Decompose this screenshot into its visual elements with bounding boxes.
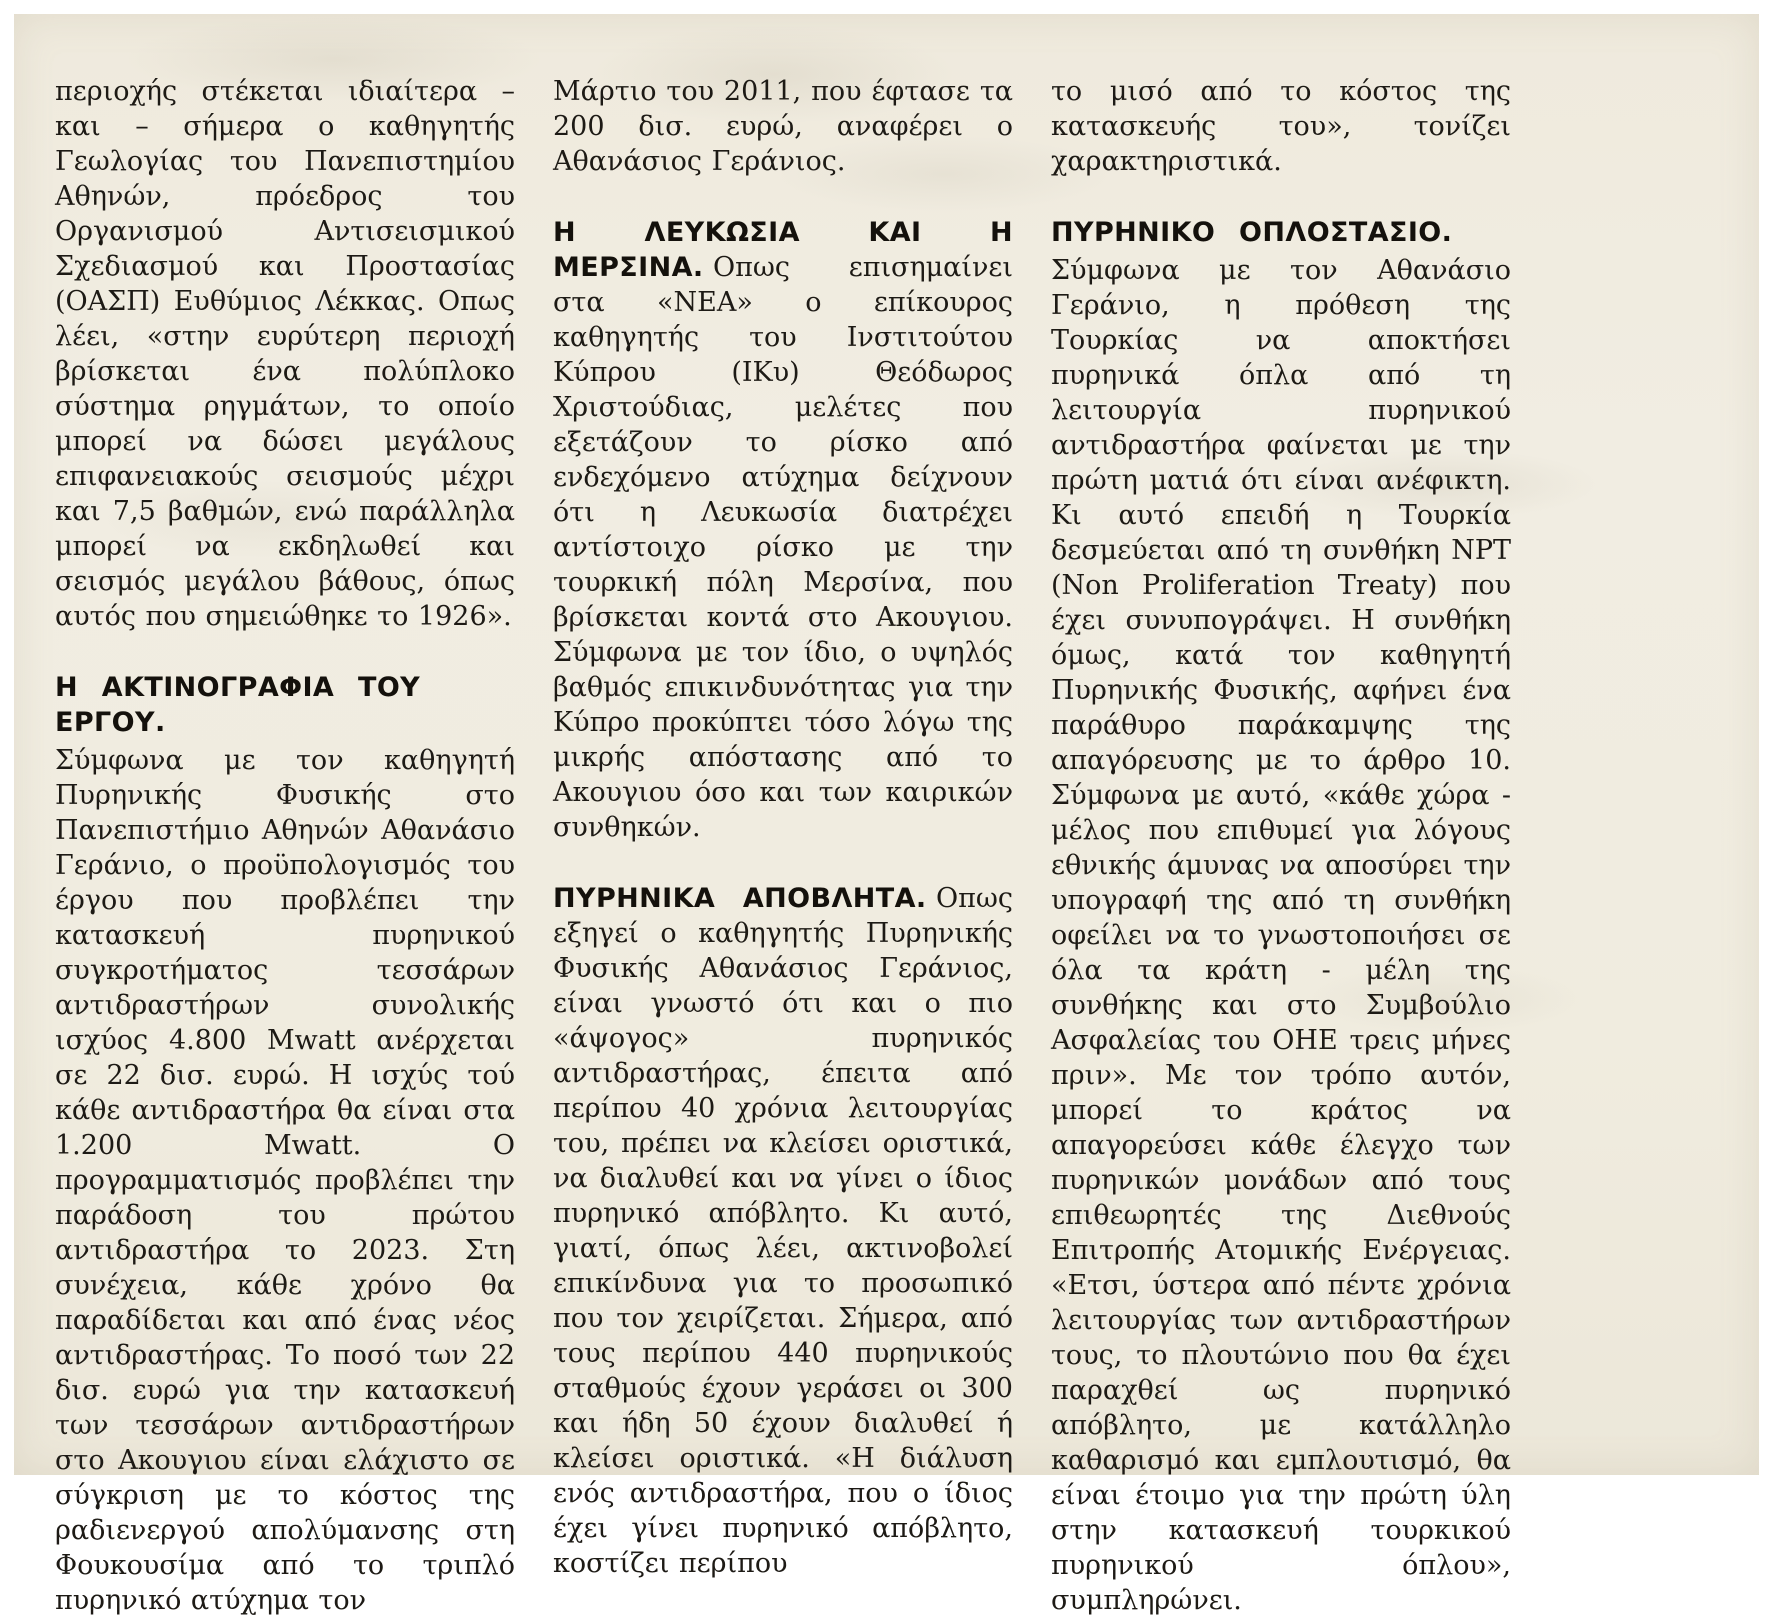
article-section [553, 881, 1013, 1581]
paragraph-text: Μάρτιο του 2011, που έφτασε τα 200 δισ. ευρώ, αναφέρει ο Αθανάσιος Γεράνιος. [553, 76, 1013, 177]
paragraph-text: Σύμφωνα με τον καθηγητή Πυρηνικής Φυσικής στο Πανεπιστήμιο Αθηνών Αθανάσιο Γεράνιο, ο προϋπολογισμός του έργου που προβλέπει την κατασκευή πυρηνικού συγκροτήματος τεσσάρων αντιδραστήρων συνολικής ισχύος 4.800 Mwatt ανέρχεται σε 22 δισ. ευρώ. Η ισχύς τού κάθε αντιδραστήρα θα είναι στα 1.200 Mwatt. Ο προγραμματισμός προβλέπει την παράδοση του πρώτου αντιδραστήρα το 2023. Στη συνέχεια, κάθε χρόνο θα παραδίδεται και από ένας νέος αντιδραστήρας. Το ποσό των 22 δισ. ευρώ για την κατασκευή των τεσσάρων αντιδραστήρων στο Ακουγιου είναι ελάχιστο σε σύγκριση με το κόστος της ραδιενεργού απολύμανσης στη Φουκουσίμα από το τριπλό πυρηνικό ατύχημα τον [55, 745, 515, 1616]
newspaper-scan [14, 14, 1759, 1616]
section-heading: Η ΛΕΥΚΩΣΙΑ ΚΑΙ Η ΜΕΡΣΙΝΑ. [553, 217, 1013, 283]
article-column-1 [55, 74, 515, 1618]
paragraph-text: περιοχής στέκεται ιδιαίτερα – και – σήμερα ο καθηγητής Γεωλογίας του Πανεπιστημίου Αθηνών, πρόεδρος του Οργανισμού Αντισεισμικού Σχεδιασμού και Προστασίας (ΟΑΣΠ) Ευθύμιος Λέκκας. Οπως λέει, «στην ευρύτερη περιοχή βρίσκεται ένα πολύπλοκο σύστημα ρηγμάτων, το οποίο μπορεί να δώσει μεγάλους επιφανειακούς σεισμούς μέχρι και 7,5 βαθμών, ενώ παράλληλα μπορεί να εκδηλωθεί και σεισμός μεγάλου βάθους, όπως αυτός που σημειώθηκε το 1926». [55, 76, 515, 632]
article-columns [55, 74, 1511, 1618]
section-heading: Η ΑΚΤΙΝΟΓΡΑΦΙΑ ΤΟΥ ΕΡΓΟΥ. [55, 672, 421, 738]
article-column-3 [1051, 74, 1511, 1618]
paragraph-text: Σύμφωνα με τον Αθανάσιο Γεράνιο, η πρόθεση της Τουρκίας να αποκτήσει πυρηνικά όπλα από τη λειτουργία πυρηνικού αντιδραστήρα φαίνεται με την πρώτη ματιά ότι είναι ανέφικτη. Κι αυτό επειδή η Τουρκία δεσμεύεται από τη συνθήκη NPT (Non Proliferation Treaty) που έχει συνυπογράψει. Η συνθήκη όμως, κατά τον καθηγητή Πυρηνικής Φυσικής, αφήνει ένα παράθυρο παράκαμψης της απαγόρευσης με το άρθρο 10. Σύμφωνα με αυτό, «κάθε χώρα - μέλος που επιθυμεί για λόγους εθνικής άμυνας να αποσύρει την υπογραφή της από τη συνθήκη οφείλει να το γνωστοποιήσει σε όλα τα κράτη - μέλη της συνθήκης και στο Συμβούλιο Ασφαλείας του ΟΗΕ τρεις μήνες πριν». Με τον τρόπο αυτόν, μπορεί το κράτος να απαγορεύσει κάθε έλεγχο των πυρηνικών μονάδων από τους επιθεωρητές της Διεθνούς Επιτροπής Ατομικής Ενέργειας. «Ετσι, ύστερα από πέντε χρόνια λειτουργίας των αντιδραστήρων τους, το πλουτώνιο που θα έχει παραχθεί ως πυρηνικό απόβλητο, με κατάλληλο καθαρισμό και εμπλουτισμό, θα είναι έτοιμο για την πρώτη ύλη στην κατασκευή τουρκικού πυρηνικού όπλου», συμπληρώνει. [1051, 255, 1511, 1616]
article-column-2 [553, 74, 1013, 1581]
article-paragraph [553, 74, 1013, 179]
article-section [1051, 215, 1511, 1618]
article-paragraph [55, 74, 515, 634]
paragraph-text: Οπως επισημαίνει στα «ΝΕΑ» ο επίκουρος καθηγητής του Ινστιτούτου Κύπρου (ΙΚυ) Θεόδωρος Χριστούδιας, μελέτες που εξετάζουν το ρίσκο από ενδεχόμενο ατύχημα δείχνουν ότι η Λευκωσία διατρέχει αντίστοιχο ρίσκο με την τουρκική πόλη Μερσίνα, που βρίσκεται κοντά στο Ακουγιου. Σύμφωνα με τον ίδιο, ο υψηλός βαθμός επικινδυνότητας για την Κύπρο προκύπτει τόσο λόγω της μικρής απόστασης από το Ακουγιου όσο και των καιρικών συνθηκών. [553, 252, 1013, 843]
paragraph-text: το μισό από το κόστος της κατασκευής του», τονίζει χαρακτηριστικά. [1051, 76, 1511, 177]
article-section [553, 215, 1013, 845]
section-heading: ΠΥΡΗΝΙΚΑ ΑΠΟΒΛΗΤΑ. [553, 883, 927, 914]
article-paragraph [1051, 74, 1511, 179]
section-heading: ΠΥΡΗΝΙΚΟ ΟΠΛΟΣΤΑΣΙΟ. [1051, 217, 1453, 248]
article-section [55, 670, 515, 1618]
paragraph-text: Οπως εξηγεί ο καθηγητής Πυρηνικής Φυσικής Αθανάσιος Γεράνιος, είναι γνωστό ότι και ο πιο «άψογος» πυρηνικός αντιδραστήρας, έπειτα από περίπου 40 χρόνια λειτουργίας του, πρέπει να κλείσει οριστικά, να διαλυθεί και να γίνει ο ίδιος πυρηνικό απόβλητο. Κι αυτό, γιατί, όπως λέει, ακτινοβολεί επικίνδυνα για το προσωπικό που τον χειρίζεται. Σήμερα, από τους περίπου 440 πυρηνικούς σταθμούς έχουν γεράσει οι 300 και ήδη 50 έχουν διαλυθεί ή κλείσει οριστικά. «Η διάλυση ενός αντιδραστήρα, που ο ίδιος έχει γίνει πυρηνικό απόβλητο, κοστίζει περίπου [553, 883, 1013, 1579]
